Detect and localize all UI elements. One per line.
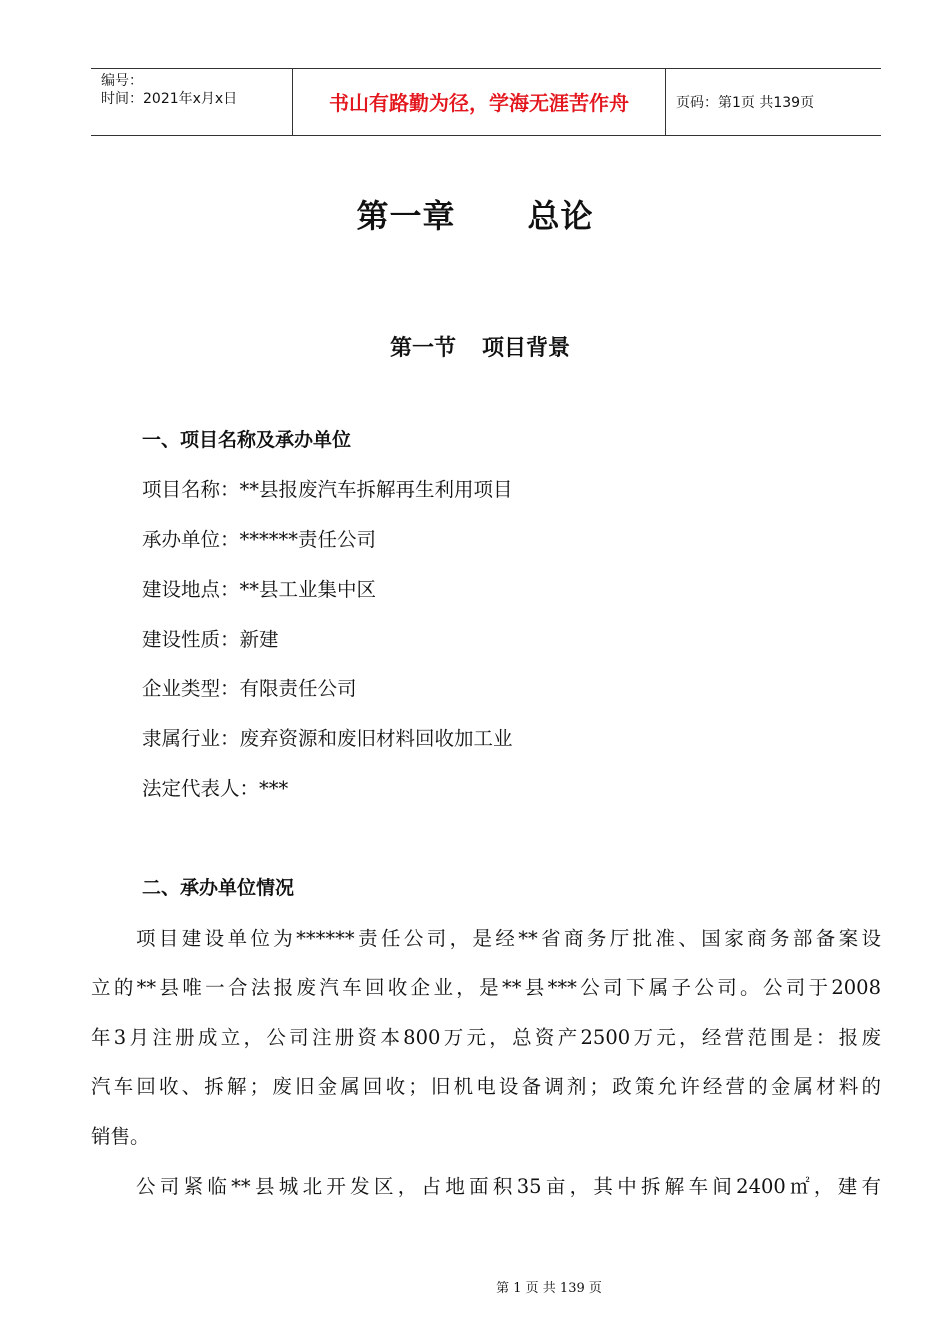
paragraph-line: 立的**县唯一合法报废汽车回收企业，是**县***公司下属子公司。公司于2008 <box>91 976 881 999</box>
part2-heading: 二、承办单位情况 <box>142 877 295 899</box>
info-legal-rep: 法定代表人：*** <box>142 777 289 800</box>
info-project-name: 项目名称：**县报废汽车拆解再生利用项目 <box>142 478 513 501</box>
page-header <box>91 68 881 136</box>
header-motto: 书山有路勤为径，学海无涯苦作舟 <box>293 69 666 135</box>
section-title <box>0 331 950 365</box>
chapter-title <box>0 192 950 240</box>
info-company-type: 企业类型：有限责任公司 <box>142 677 357 700</box>
info-nature: 建设性质：新建 <box>142 628 279 651</box>
paragraph-line: 汽车回收、拆解；废旧金属回收；旧机电设备调剂；政策允许经营的金属材料的 <box>91 1075 881 1098</box>
header-page-info: 页码：第1页 共139页 <box>676 95 815 111</box>
section-number: 第一节 <box>389 335 456 361</box>
info-organizer: 承办单位：******责任公司 <box>142 528 377 551</box>
paragraph-line: 年3月注册成立，公司注册资本800万元，总资产2500万元，经营范围是：报废 <box>91 1026 881 1049</box>
chapter-name: 总论 <box>527 197 594 235</box>
paragraph-line: 项目建设单位为******责任公司，是经**省商务厅批准、国家商务部备案设 <box>136 927 881 950</box>
page-footer: 第 1 页 共 139 页 <box>496 1281 602 1296</box>
info-industry: 隶属行业：废弃资源和废旧材料回收加工业 <box>142 727 513 750</box>
header-time-label: 时间：2021年x月x日 <box>101 91 238 107</box>
paragraph-line: 公司紧临**县城北开发区，占地面积35亩，其中拆解车间2400㎡，建有 <box>136 1175 881 1198</box>
header-number-label: 编号： <box>101 73 143 89</box>
part1-heading: 一、项目名称及承办单位 <box>142 429 352 451</box>
section-name: 项目背景 <box>482 335 571 361</box>
info-location: 建设地点：**县工业集中区 <box>142 578 377 601</box>
paragraph-line: 销售。 <box>91 1125 150 1148</box>
header-meta <box>91 69 293 135</box>
chapter-number: 第一章 <box>356 197 456 235</box>
